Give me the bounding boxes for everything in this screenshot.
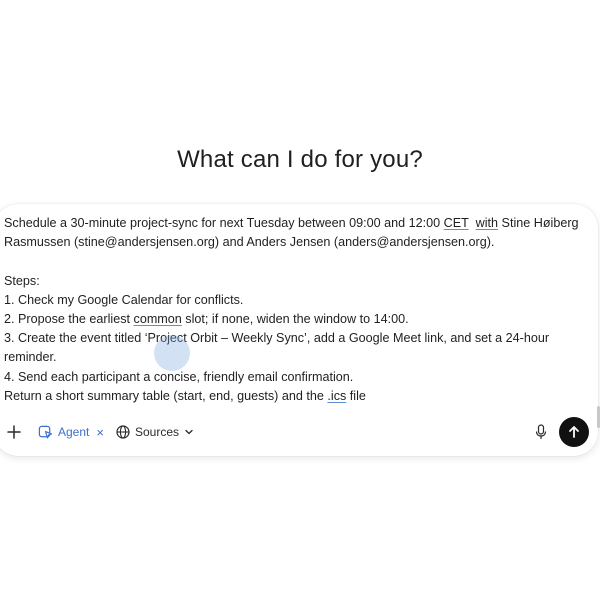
prompt-line: Steps: xyxy=(4,273,40,288)
prompt-blank-line xyxy=(4,252,588,271)
prompt-text: 2. Propose the earliest xyxy=(4,312,134,326)
sources-dropdown[interactable] xyxy=(116,421,194,443)
prompt-text xyxy=(469,216,476,230)
agent-label: Agent xyxy=(58,425,90,439)
prompt-line: 4. Send each participant a concise, friendly email confirmation. xyxy=(4,369,354,384)
prompt-text: Return a short summary table (start, end, guests) and the xyxy=(4,388,328,403)
prompt-text: Stine Høiberg xyxy=(498,216,579,230)
prompt-line xyxy=(4,387,588,406)
prompt-text: Schedule a 30-minute project-sync for next Tuesday between 09:00 and 12:00 xyxy=(4,216,444,230)
voice-input-button[interactable] xyxy=(532,423,550,441)
prompt-input[interactable] xyxy=(4,214,588,412)
prompt-composer[interactable] xyxy=(0,204,598,456)
composer-toolbar xyxy=(0,416,598,448)
microphone-icon xyxy=(535,424,547,440)
send-button[interactable] xyxy=(559,417,589,447)
prompt-text: file xyxy=(346,388,366,403)
chevron-down-icon xyxy=(184,427,194,437)
sources-label: Sources xyxy=(135,425,180,439)
spellcheck-word: common xyxy=(133,312,182,326)
add-attachment-button[interactable] xyxy=(4,422,24,442)
prompt-line: 3. Create the event titled ‘Project Orbit – Weekly Sync’, add a Google Meet link, and set a 24-hour xyxy=(4,331,550,346)
spellcheck-word: .ics xyxy=(327,388,347,403)
prompt-line xyxy=(4,214,588,233)
prompt-text: slot; if none, widen the window to 14:00. xyxy=(181,312,409,326)
prompt-line xyxy=(4,310,588,329)
globe-icon xyxy=(116,425,130,439)
spellcheck-word: CET xyxy=(443,216,469,230)
agent-mode-chip[interactable] xyxy=(38,421,104,443)
arrow-up-icon xyxy=(567,425,581,439)
click-indicator xyxy=(154,335,190,371)
spellcheck-word: with xyxy=(475,216,499,230)
remove-agent-button[interactable]: × xyxy=(96,424,104,440)
prompt-line: Rasmussen (stine@andersjensen.org) and Anders Jensen (anders@andersjensen.org). xyxy=(4,235,495,250)
agent-cursor-icon xyxy=(38,425,53,440)
page-title: What can I do for you? xyxy=(177,146,423,173)
prompt-line: reminder. xyxy=(4,350,57,365)
plus-icon xyxy=(7,425,21,439)
prompt-line: 1. Check my Google Calendar for conflicts. xyxy=(4,292,244,307)
